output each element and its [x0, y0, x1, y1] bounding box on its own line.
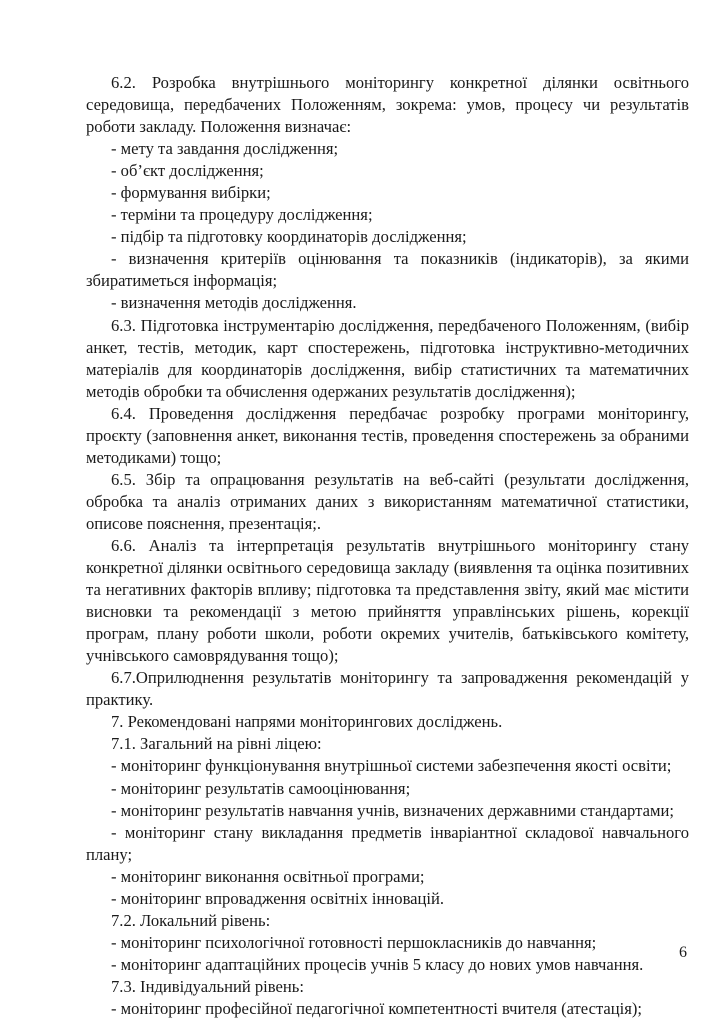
paragraph-6-7: 6.7.Оприлюднення результатів моніторингу та запровадження рекомендацій у практику. [86, 668, 689, 710]
subsection-heading-7-2: 7.2. Локальний рівень: [111, 910, 271, 930]
page-number: 6 [679, 944, 687, 961]
paragraph-6-4: 6.4. Проведення дослідження передбачає розробку програми моніторингу, проєкту (заповнення анкет, виконання тестів, проведення спостережень за обраними методиками) тощо; [86, 403, 689, 467]
list-item: - моніторинг результатів навчання учнів, визначених державними стандартами; [111, 800, 674, 820]
subsection-heading-7-1: 7.1. Загальний на рівні ліцею: [111, 734, 322, 754]
list-item: - мету та завдання дослідження; [111, 139, 339, 159]
list-item: - моніторинг адаптаційних процесів учнів 5 класу до нових умов навчання. [111, 954, 644, 974]
list-item: - терміни та процедуру дослідження; [111, 205, 373, 225]
list-item: - моніторинг стану викладання предметів інваріантної складової навчального плану; [86, 822, 689, 864]
list-item: - моніторинг функціонування внутрішньої системи забезпечення якості освіти; [111, 756, 672, 776]
paragraph-6-3: 6.3. Підготовка інструментарію дослідження, передбаченого Положенням, (вибір анкет, тестів, методик, карт спостережень, підготовка інструктивно-методичних матеріалів для координаторів дослідження, вибір статистичних та математичних методів обробки та обчислення одержаних результатів дослідження); [86, 315, 689, 401]
list-item: - визначення методів дослідження. [111, 293, 357, 313]
list-item: - моніторинг професійної педагогічної компетентності вчителя (атестація); [111, 998, 643, 1018]
list-item: - моніторинг впровадження освітніх інновацій. [111, 888, 445, 908]
list-item: - моніторинг результатів самооцінювання; [111, 778, 411, 798]
paragraph-6-6: 6.6. Аналіз та інтерпретація результатів внутрішнього моніторингу стану конкретної ділянки освітнього середовища закладу (виявлення та оцінка позитивних та негативних факторів впливу; підготовка та представлення звіту, який має містити висновки та рекомендації з метою прийняття управлінських рішень, корекції програм, плану роботи школи, роботи окремих учителів, батьківського комітету, учнівського самоврядування тощо); [86, 535, 689, 666]
list-item: - об’єкт дослідження; [111, 161, 264, 181]
document-page [86, 72, 689, 1020]
subsection-heading-7-3: 7.3. Індивідуальний рівень: [111, 976, 304, 996]
paragraph-6-2: 6.2. Розробка внутрішнього моніторингу конкретної ділянки освітнього середовища, передбачених Положенням, зокрема: умов, процесу чи результатів роботи закладу. Положення визначає: [86, 73, 689, 137]
list-item: - визначення критеріїв оцінювання та показників (індикаторів), за якими збиратиметься інформація; [86, 249, 689, 291]
list-item: - формування вибірки; [111, 183, 271, 203]
list-item: - моніторинг психологічної готовності першокласників до навчання; [111, 932, 597, 952]
list-item: - підбір та підготовку координаторів дослідження; [111, 227, 467, 247]
paragraph-6-5: 6.5. Збір та опрацювання результатів на веб-сайті (результати дослідження, обробка та аналіз отриманих даних з використанням математичної статистики, описове пояснення, презентація;. [86, 469, 689, 533]
section-heading-7: 7. Рекомендовані напрями моніторингових досліджень. [111, 712, 503, 732]
list-item: - моніторинг виконання освітньої програми; [111, 866, 425, 886]
